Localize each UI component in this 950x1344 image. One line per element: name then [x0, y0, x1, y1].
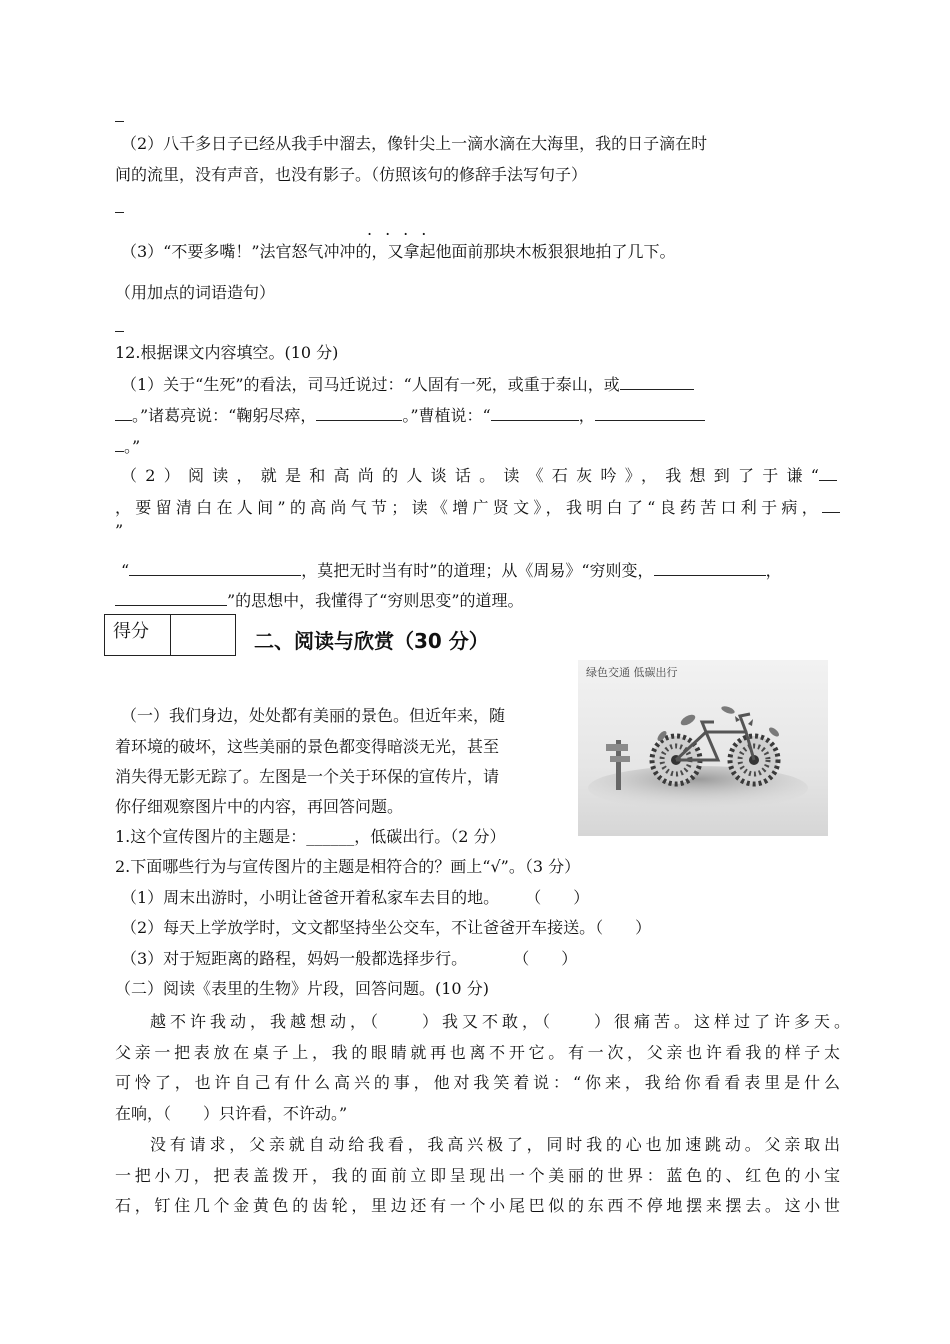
fill-blank[interactable]: [654, 560, 766, 576]
q12-p2-line1: （2）阅读，就是和高尚的人谈话。读《石灰吟》，我想到了于谦“: [121, 465, 837, 486]
part2-para1-line3: 可怜了，也许自己有什么高兴的事，他对我笑着说：“你来，我给你看看表里是什么: [115, 1073, 840, 1092]
score-box: [104, 614, 236, 656]
q12-title: 12.根据课文内容填空。(10 分): [115, 343, 339, 362]
answer-line[interactable]: [115, 121, 124, 122]
part2-para1-line4: 在响，（ ）只许看，不许动。”: [115, 1104, 348, 1123]
part1-q1: 1.这个宣传图片的主题是：______，低碳出行。（2 分）: [115, 827, 506, 846]
q11-item2-cont: 间的流里，没有声音，也没有影子。（仿照该句的修辞手法写句子）: [115, 165, 588, 184]
part2-para1-line2: 父亲一把表放在桌子上，我的眼睛就再也离不开它。有一次，父亲也许看我的样子太: [115, 1043, 840, 1062]
fill-blank[interactable]: [819, 465, 837, 481]
q12-p1-line2: 。”诸葛亮说：“鞠躬尽瘁， 。”曹植说：“ ，: [115, 405, 840, 426]
q12-p2-line4: “ ，莫把无时当有时”的道理；从《周易》“穷则变， ，: [121, 561, 782, 580]
answer-paren[interactable]: （ ）: [521, 949, 578, 968]
q12-p1-line1: （1）关于“生死”的看法，司马迁说过：“人固有一死，或重于泰山，或: [121, 374, 846, 395]
part1-intro-3: 消失得无影无踪了。左图是一个关于环保的宣传片，请: [115, 767, 500, 786]
fill-blank[interactable]: [115, 590, 227, 606]
part2-para2-line3: 石，钉住几个金黄色的齿轮，里边还有一个小尾巴似的东西不停地摆来摆去。这小世: [115, 1196, 840, 1215]
q12-p2-line5: ”的思想中，我懂得了“穷则思变”的道理。: [115, 590, 840, 611]
part1-q2-option2: （2）每天上学放学时，文文都坚持坐公交车，不让爸爸开车接送。（ ）: [121, 918, 652, 937]
part2-title: （二）阅读《表里的生物》片段，回答问题。(10 分): [115, 979, 489, 998]
answer-line[interactable]: [115, 212, 124, 213]
part1-q2: 2.下面哪些行为与宣传图片的主题是相符合的？画上“√”。（3 分）: [115, 857, 581, 876]
section-title: 二、阅读与欣赏（30 分）: [254, 629, 489, 653]
fill-blank[interactable]: [129, 560, 301, 576]
q11-item3-cont: （用加点的词语造句）: [115, 283, 276, 302]
eco-poster-image: [578, 660, 828, 836]
fill-blank[interactable]: [316, 405, 402, 421]
fill-blank[interactable]: [822, 497, 840, 513]
part2-para2-line1: 没有请求，父亲就自动给我看，我高兴极了，同时我的心也加速跳动。父亲取出: [150, 1135, 840, 1154]
part2-para2-line2: 一把小刀，把表盖拨开，我的面前立即呈现出一个美丽的世界：蓝色的、红色的小宝: [115, 1166, 840, 1185]
fill-blank[interactable]: [620, 374, 694, 390]
part1-intro-1: （一）我们身边，处处都有美丽的景色。但近年来，随: [121, 706, 506, 725]
q12-p2-line3: ”: [115, 521, 124, 540]
score-cell-divider: [170, 615, 171, 655]
q12-p1-line3: 。”: [115, 436, 840, 457]
emphasis-dots: ....: [367, 220, 440, 239]
part1-q2-option1: （1）周末出游时，小明让爸爸开着私家车去目的地。 （ ）: [121, 888, 590, 907]
fill-blank[interactable]: [115, 436, 124, 452]
answer-line[interactable]: [115, 331, 124, 332]
score-label: 得分: [113, 621, 149, 642]
answer-paren[interactable]: （ ）: [533, 888, 590, 907]
q11-item3: （3）“不要多嘴！”法官怒气冲冲的，又拿起他面前那块木板狠狠地拍了几下。: [121, 242, 676, 261]
q11-item2: （2）八千多日子已经从我手中溜去，像针尖上一滴水滴在大海里，我的日子滴在时: [121, 134, 708, 153]
fill-blank[interactable]: [595, 405, 705, 421]
part1-intro-2: 着环境的破坏，这些美丽的景色都变得暗淡无光，甚至: [115, 737, 500, 756]
part1-q2-option3: （3）对于短距离的路程，妈妈一般都选择步行。 （ ）: [121, 949, 578, 968]
bicycle-illustration: [578, 660, 828, 836]
part1-intro-4: 你仔细观察图片中的内容，再回答问题。: [115, 797, 404, 816]
q12-p2-line2: ，要留清白在人间”的高尚气节；读《增广贤文》，我明白了“良药苦口利于病，: [115, 497, 840, 518]
fill-blank[interactable]: [491, 405, 579, 421]
part2-para1-line1: 越不许我动，我越想动，（ ）我又不敢，（ ）很痛苦。这样过了许多天。: [150, 1012, 850, 1031]
fill-blank[interactable]: [115, 405, 132, 421]
poster-title: 绿色交通 低碳出行: [586, 666, 678, 679]
